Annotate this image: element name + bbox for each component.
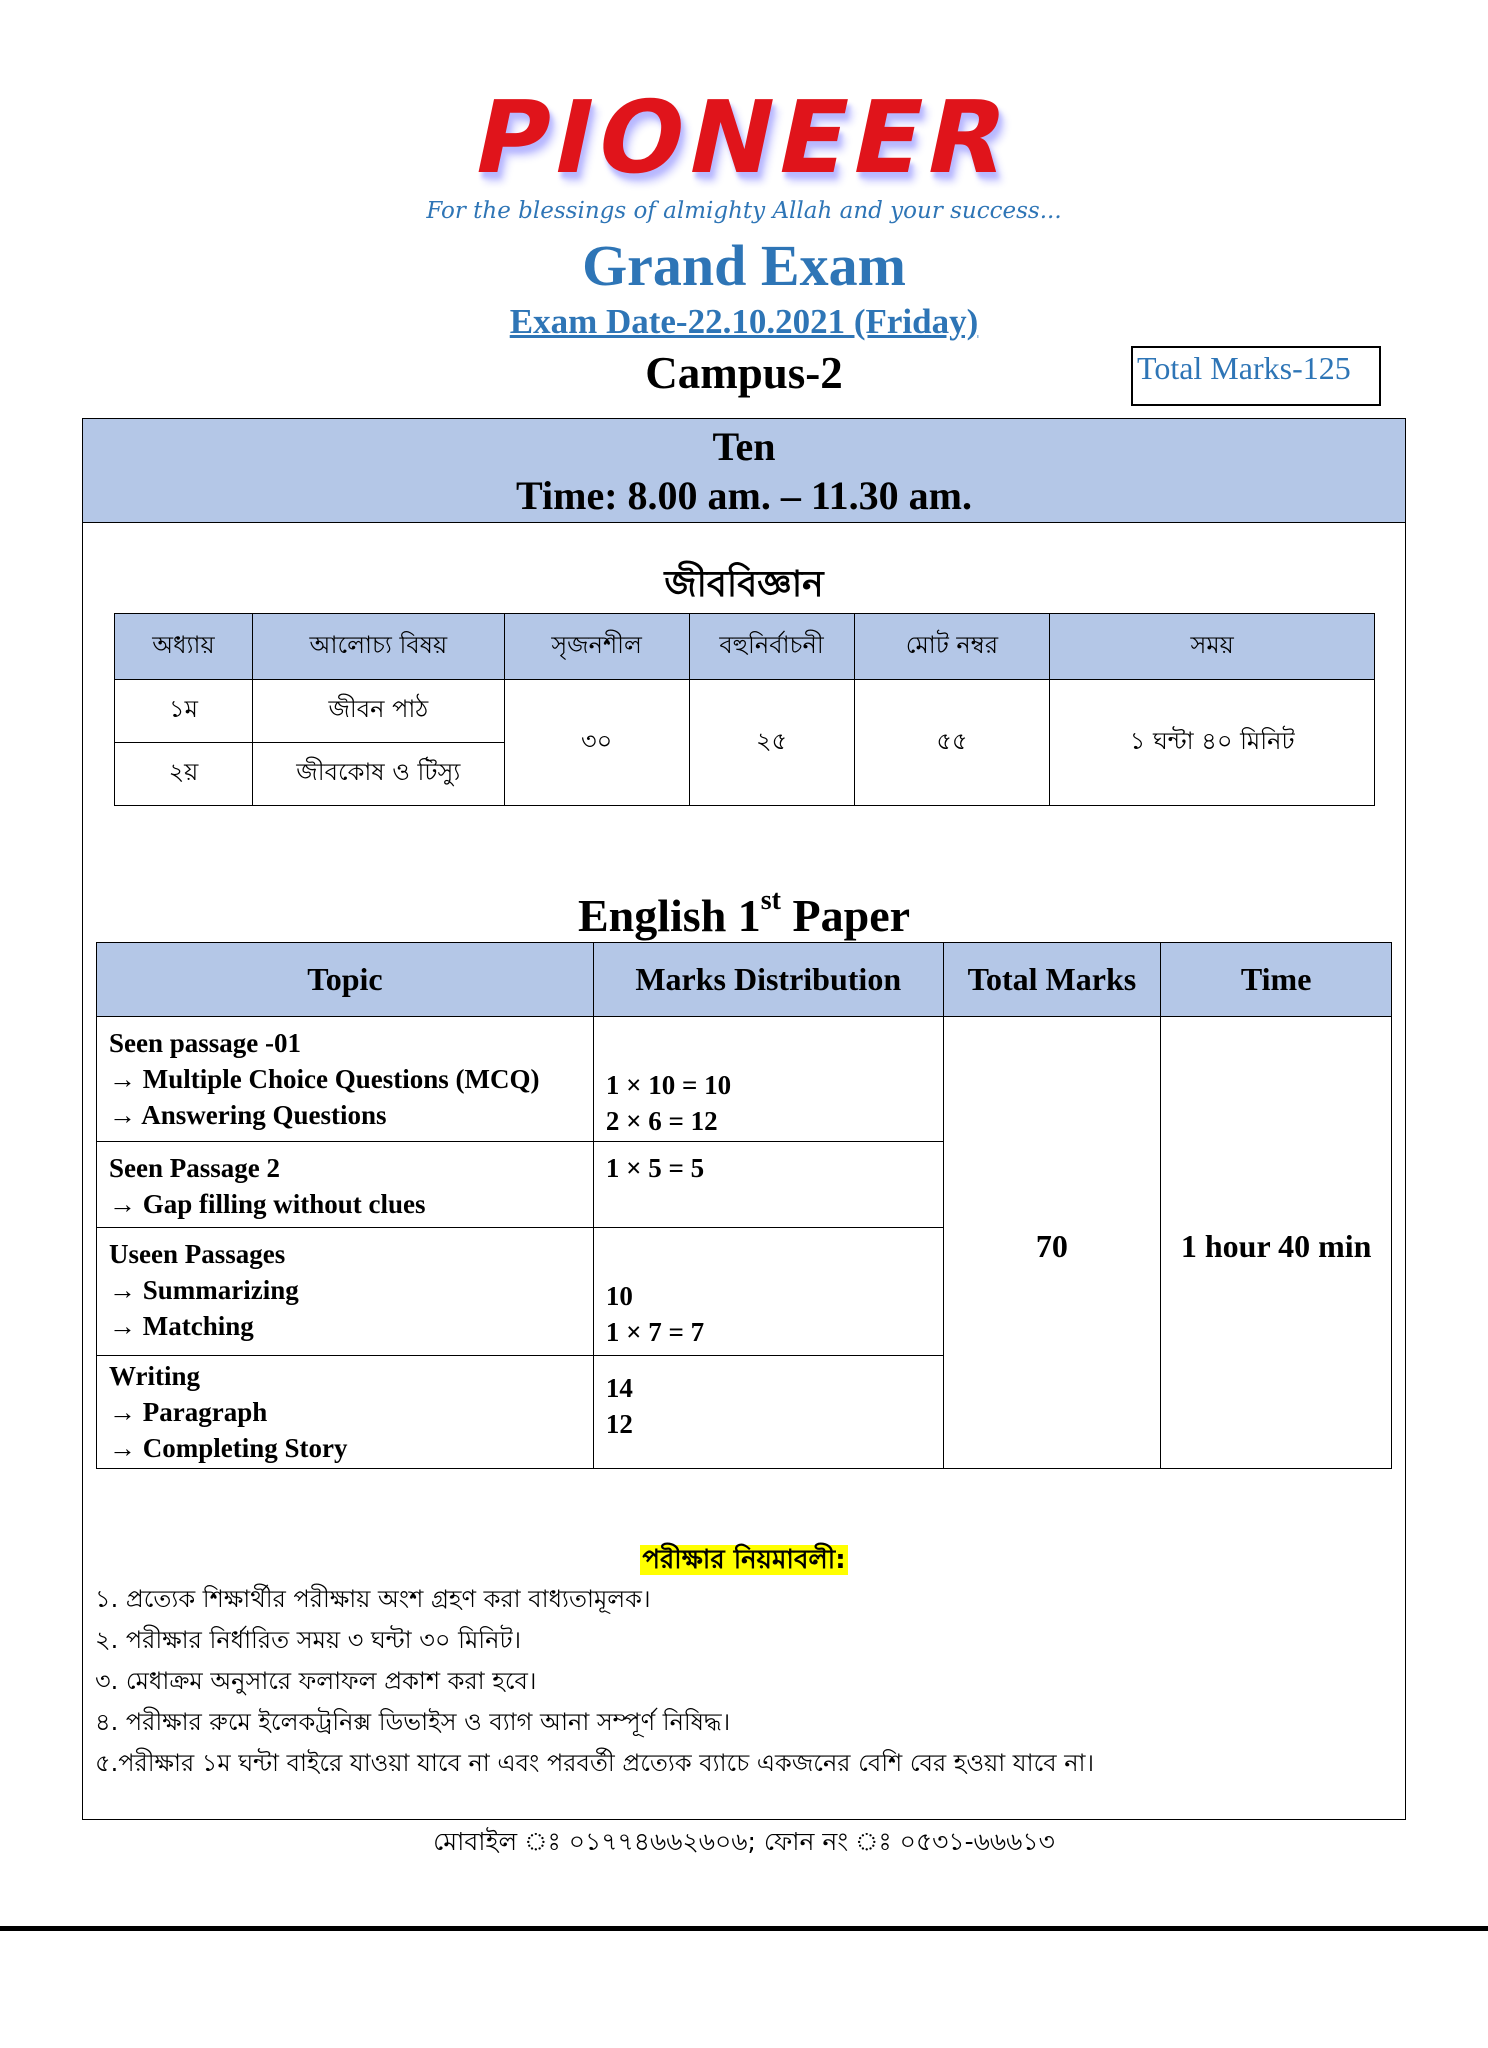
- biology-table: [114, 613, 1375, 806]
- exam-date: Exam Date-22.10.2021 (Friday): [509, 302, 979, 341]
- tagline: For the blessings of almighty Allah and your success...: [426, 198, 1062, 224]
- marks-line: 1 × 7 = 7: [605, 1317, 705, 1347]
- marks-cell: [593, 1356, 943, 1469]
- topic-line: Useen Passages: [109, 1239, 286, 1269]
- rules-list: [95, 1579, 1395, 1784]
- col-topic: আলোচ্য বিষয়: [252, 614, 504, 680]
- marks-line: 14: [605, 1373, 633, 1403]
- rule-item: ২. পরীক্ষার নির্ধারিত সময় ৩ ঘন্টা ৩০ মিনিট।: [95, 1626, 522, 1654]
- marks-cell: [593, 1017, 943, 1142]
- creative-cell: ৩০: [504, 680, 689, 806]
- marks-cell: [593, 1142, 943, 1228]
- topic-line: → Paragraph: [109, 1397, 268, 1427]
- topic-line: → Summarizing: [109, 1275, 299, 1305]
- topic-line: Seen Passage 2: [109, 1153, 280, 1183]
- exam-time: Time: 8.00 am. – 11.30 am.: [516, 473, 972, 518]
- col-total-marks: Total Marks: [943, 943, 1161, 1017]
- rule-item: ৫.পরীক্ষার ১ম ঘন্টা বাইরে যাওয়া যাবে না এবং পরবর্তী প্রত্যেক ব্যাচে একজনের বেশি বের হওয়া যাবে না।: [95, 1749, 1095, 1777]
- table-header-row: [115, 614, 1375, 680]
- english-title-rest: Paper: [781, 890, 911, 941]
- class-label: Ten: [712, 424, 776, 469]
- marks-cell: [593, 1228, 943, 1356]
- col-time: Time: [1161, 943, 1392, 1017]
- class-time-band: [83, 419, 1405, 523]
- exam-title: Grand Exam: [582, 233, 906, 298]
- col-marks-distribution: Marks Distribution: [593, 943, 943, 1017]
- table-row: [97, 1017, 1392, 1142]
- topic-line: Seen passage -01: [109, 1028, 302, 1058]
- english-title-main: English 1: [577, 890, 761, 941]
- marks-line: [606, 1031, 931, 1067]
- rules-title-text: পরীক্ষার নিয়মাবলী:: [642, 1545, 846, 1575]
- total-marks-cell: 70: [943, 1017, 1161, 1469]
- marks-line: 2 × 6 = 12: [605, 1106, 718, 1136]
- marks-line: 10: [605, 1281, 633, 1311]
- col-total: মোট নম্বর: [854, 614, 1050, 680]
- topic-cell: [97, 1142, 594, 1228]
- time-cell: ১ ঘন্টা ৪০ মিনিট: [1050, 680, 1375, 806]
- marks-line: 1 × 10 = 10: [605, 1070, 732, 1100]
- rule-item: ৪. পরীক্ষার রুমে ইলেকট্রনিক্স ডিভাইস ও ব্যাগ আনা সম্পূর্ণ নিষিদ্ধ।: [95, 1708, 731, 1736]
- table-header-row: [97, 943, 1392, 1017]
- english-title-sup: st: [760, 885, 782, 916]
- topic-line: Writing: [109, 1361, 201, 1391]
- topic-cell: [97, 1017, 594, 1142]
- english-title: [83, 885, 1405, 942]
- total-cell: ৫৫: [854, 680, 1050, 806]
- rule-item: ৩. মেধাক্রম অনুসারে ফলাফল প্রকাশ করা হবে।: [95, 1667, 537, 1695]
- col-mcq: বহুনির্বাচনী: [689, 614, 854, 680]
- biology-title: জীববিজ্ঞান: [664, 564, 824, 605]
- exam-schedule-box: [82, 418, 1406, 1820]
- chapter-cell: ২য়: [115, 743, 253, 806]
- contact-info: মোবাইল ঃ ০১৭৭৪৬৬২৬০৬; ফোন নং ঃ ০৫৩১-৬৬৬১৩: [433, 1827, 1055, 1856]
- topic-cell: [97, 1356, 594, 1469]
- table-row: [115, 680, 1375, 743]
- topic-cell: জীবন পাঠ: [252, 680, 504, 743]
- topic-cell: জীবকোষ ও টিস্যু: [252, 743, 504, 806]
- footer-divider: [0, 1926, 1488, 1931]
- chapter-cell: ১ম: [115, 680, 253, 743]
- rules-title: [83, 1539, 1405, 1583]
- pioneer-logo: PIONEER: [464, 79, 1024, 196]
- col-creative: সৃজনশীল: [504, 614, 689, 680]
- col-time: সময়: [1050, 614, 1375, 680]
- topic-line: → Gap filling without clues: [109, 1189, 426, 1219]
- marks-line: 1 × 5 = 5: [605, 1153, 705, 1183]
- marks-line: [606, 1242, 931, 1278]
- campus-label: Campus-2: [645, 348, 843, 398]
- marks-line: 12: [605, 1409, 633, 1439]
- topic-line: → Answering Questions: [109, 1100, 387, 1130]
- col-topic: Topic: [97, 943, 594, 1017]
- english-table: [96, 942, 1392, 1469]
- total-marks-box: Total Marks-125: [1131, 346, 1381, 406]
- topic-line: → Multiple Choice Questions (MCQ): [109, 1064, 540, 1094]
- col-chapter: অধ্যায়: [115, 614, 253, 680]
- time-cell: 1 hour 40 min: [1161, 1017, 1392, 1469]
- topic-line: → Completing Story: [109, 1433, 348, 1463]
- rule-item: ১. প্রত্যেক শিক্ষার্থীর পরীক্ষায় অংশ গ্রহণ করা বাধ্যতামূলক।: [95, 1585, 651, 1613]
- topic-cell: [97, 1228, 594, 1356]
- mcq-cell: ২৫: [689, 680, 854, 806]
- topic-line: → Matching: [109, 1311, 254, 1341]
